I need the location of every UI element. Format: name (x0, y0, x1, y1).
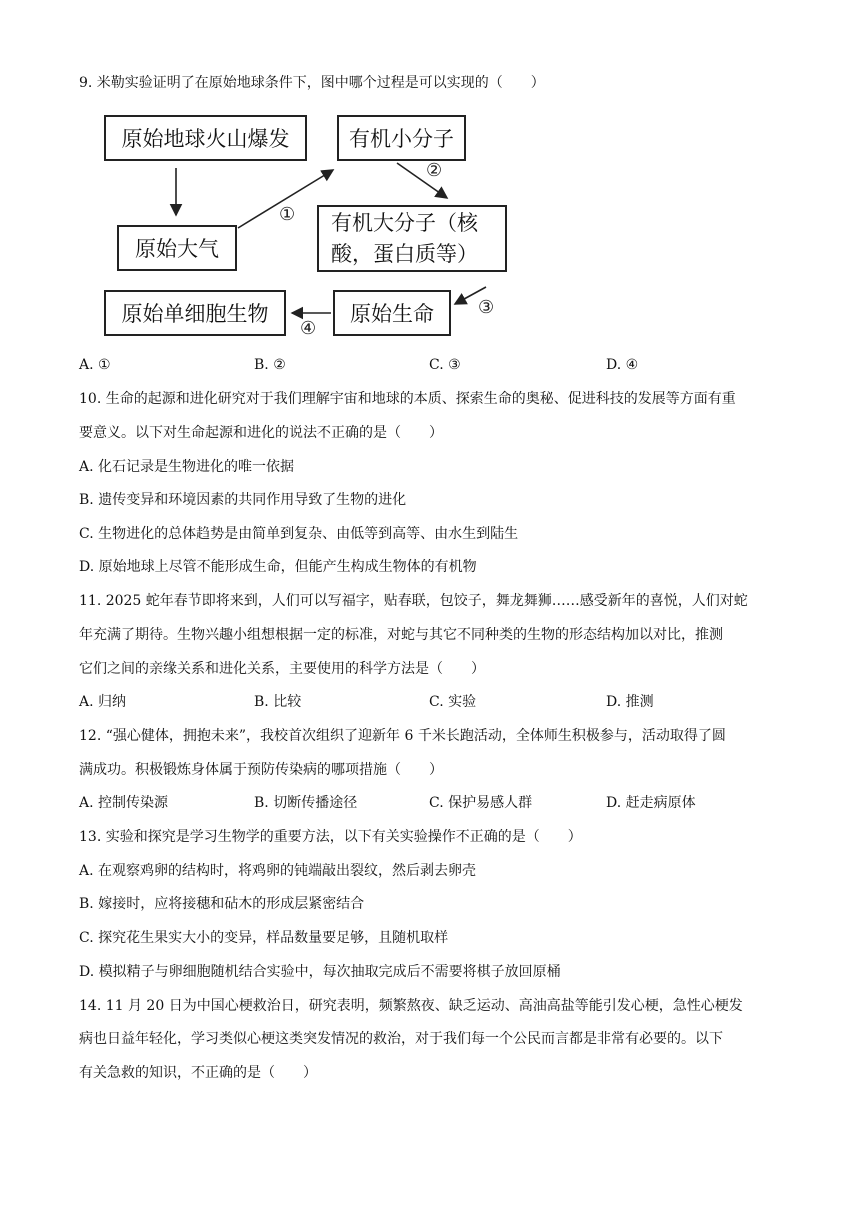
q9-option-a[interactable]: A. ① (79, 357, 111, 373)
box-primitive-life: 原始生命 (333, 290, 451, 336)
q10-option-d[interactable]: D. 原始地球上尽管不能形成生命，但能产生构成生物体的有机物 (79, 559, 477, 575)
box-volcano: 原始地球火山爆发 (104, 115, 307, 161)
box-large-molecules (317, 205, 507, 272)
step-label-1: ① (279, 204, 296, 225)
step-label-3: ③ (478, 297, 495, 318)
q14-stem-line1: 14. 11 月 20 日为中国心梗救治日，研究表明，频繁熬夜、缺乏运动、高油高盐等能引发心梗，急性心梗发 (79, 998, 743, 1014)
box-atmosphere: 原始大气 (117, 225, 237, 271)
q12-option-b[interactable]: B. 切断传播途径 (254, 795, 358, 811)
q12-stem-line1: 12. “强心健体，拥抱未来”，我校首次组织了迎新年 6 千米长跑活动，全体师生积极参与，活动取得了圆 (79, 728, 726, 744)
q12-option-a[interactable]: A. 控制传染源 (79, 795, 169, 811)
q12-option-c[interactable]: C. 保护易感人群 (429, 795, 533, 811)
q10-stem-line2: 要意义。以下对生命起源和进化的说法不正确的是（ ） (79, 425, 443, 441)
q13-option-d[interactable]: D. 模拟精子与卵细胞随机结合实验中，每次抽取完成后不需要将棋子放回原桶 (79, 964, 561, 980)
q12-options (79, 793, 799, 813)
q9-options (79, 355, 799, 375)
q10-option-c[interactable]: C. 生物进化的总体趋势是由简单到复杂、由低等到高等、由水生到陆生 (79, 526, 519, 542)
box-large-molecules-line2: 酸，蛋白质等） (331, 241, 478, 266)
q11-option-a[interactable]: A. 归纳 (79, 694, 127, 710)
box-small-molecules: 有机小分子 (337, 115, 466, 161)
q13-option-b[interactable]: B. 嫁接时，应将接穗和砧木的形成层紧密结合 (79, 896, 365, 912)
q9-option-b[interactable]: B. ② (254, 357, 286, 373)
box-large-molecules-line1: 有机大分子（核 (331, 210, 478, 235)
q13-stem: 13. 实验和探究是学习生物学的重要方法，以下有关实验操作不正确的是（ ） (79, 829, 582, 845)
q13-option-c[interactable]: C. 探究花生果实大小的变异，样品数量要足够，且随机取样 (79, 930, 449, 946)
q9-stem: 9. 米勒实验证明了在原始地球条件下，图中哪个过程是可以实现的（ ） (79, 75, 545, 91)
box-single-cell: 原始单细胞生物 (104, 290, 286, 336)
step-label-2: ② (426, 160, 443, 181)
q14-stem-line3: 有关急救的知识，不正确的是（ ） (79, 1065, 317, 1081)
q14-stem-line2: 病也日益年轻化，学习类似心梗这类突发情况的救治，对于我们每一个公民而言都是非常有必要的。以下 (79, 1031, 723, 1047)
q11-stem-line2: 年充满了期待。生物兴趣小组想根据一定的标准，对蛇与其它不同种类的生物的形态结构加以对比，推测 (79, 627, 723, 643)
q11-option-c[interactable]: C. 实验 (429, 694, 477, 710)
q13-option-a[interactable]: A. 在观察鸡卵的结构时，将鸡卵的钝端敲出裂纹，然后剥去卵壳 (79, 863, 477, 879)
q11-option-b[interactable]: B. 比较 (254, 694, 302, 710)
q12-stem-line2: 满成功。积极锻炼身体属于预防传染病的哪项措施（ ） (79, 762, 443, 778)
step-label-4: ④ (300, 318, 317, 339)
q10-option-a[interactable]: A. 化石记录是生物进化的唯一依据 (79, 459, 295, 475)
q11-options (79, 692, 799, 712)
q12-option-d[interactable]: D. 赶走病原体 (606, 795, 696, 811)
q10-stem-line1: 10. 生命的起源和进化研究对于我们理解宇宙和地球的本质、探索生命的奥秘、促进科技的发展等方面有重 (79, 391, 736, 407)
q11-stem-line1: 11. 2025 蛇年春节即将来到，人们可以写福字，贴春联，包饺子，舞龙舞狮……感受新年的喜悦，人们对蛇 (79, 593, 748, 609)
q10-option-b[interactable]: B. 遗传变异和环境因素的共同作用导致了生物的进化 (79, 492, 407, 508)
q9-option-d[interactable]: D. ④ (606, 357, 639, 373)
q11-option-d[interactable]: D. 推测 (606, 694, 654, 710)
q11-stem-line3: 它们之间的亲缘关系和进化关系，主要使用的科学方法是（ ） (79, 661, 485, 677)
q9-option-c[interactable]: C. ③ (429, 357, 461, 373)
